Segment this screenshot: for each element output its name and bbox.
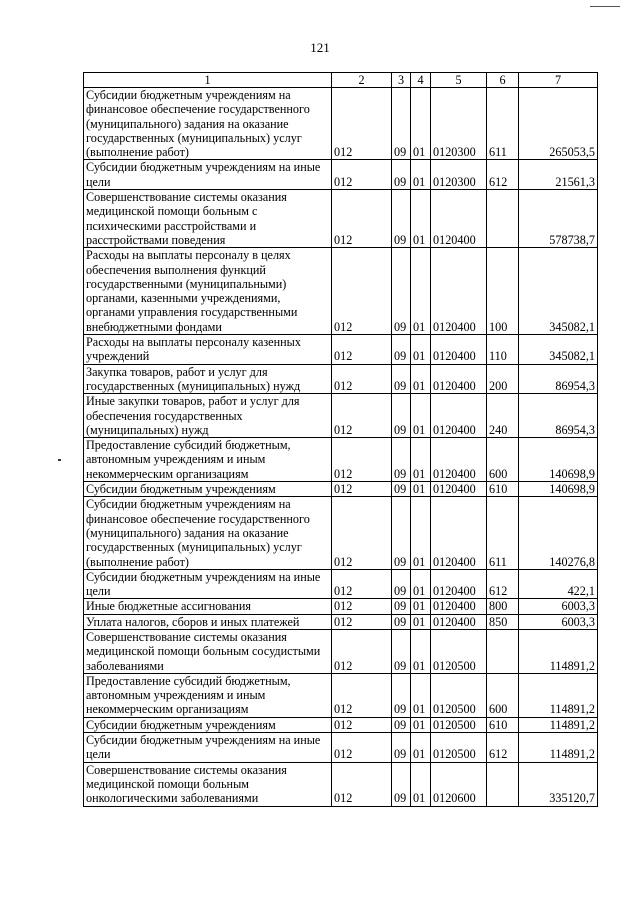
row-sum: 86954,3 bbox=[519, 394, 598, 438]
row-sum: 140698,9 bbox=[519, 482, 598, 497]
row-vr: 611 bbox=[487, 497, 519, 569]
header-col-2: 2 bbox=[332, 73, 392, 88]
row-pr: 01 bbox=[411, 497, 431, 569]
table-row bbox=[84, 438, 598, 482]
row-ved: 012 bbox=[332, 569, 392, 599]
row-csr: 0120500 bbox=[431, 629, 487, 673]
row-csr: 0120400 bbox=[431, 599, 487, 614]
row-pr: 01 bbox=[411, 614, 431, 629]
row-rz: 09 bbox=[392, 733, 411, 763]
table-row bbox=[84, 733, 598, 763]
row-pr: 01 bbox=[411, 673, 431, 717]
table-row bbox=[84, 335, 598, 365]
row-name: Субсидии бюджетным учреждениям на иные цели bbox=[84, 569, 332, 599]
budget-table bbox=[83, 72, 598, 807]
table-row bbox=[84, 629, 598, 673]
row-rz: 09 bbox=[392, 629, 411, 673]
row-pr: 01 bbox=[411, 733, 431, 763]
row-sum: 6003,3 bbox=[519, 599, 598, 614]
row-csr: 0120400 bbox=[431, 438, 487, 482]
table-row bbox=[84, 190, 598, 248]
row-vr bbox=[487, 629, 519, 673]
row-vr: 612 bbox=[487, 569, 519, 599]
row-sum: 6003,3 bbox=[519, 614, 598, 629]
row-ved: 012 bbox=[332, 599, 392, 614]
row-name: Предоставление субсидий бюджетным, автономным учреждениям и иным некоммерческим организациям bbox=[84, 673, 332, 717]
row-csr: 0120600 bbox=[431, 762, 487, 806]
row-name: Субсидии бюджетным учреждениям на финансовое обеспечение государственного (муниципального) задания на оказание государственных (муниципальных) услуг (выполнение работ) bbox=[84, 88, 332, 160]
table-row bbox=[84, 614, 598, 629]
row-pr: 01 bbox=[411, 248, 431, 335]
row-name: Расходы на выплаты персоналу в целях обеспечения выполнения функций государственными (муниципальными) органами, казенными учреждениями, органами управления государственными внебюджетными фондами bbox=[84, 248, 332, 335]
row-csr: 0120500 bbox=[431, 733, 487, 763]
row-rz: 09 bbox=[392, 190, 411, 248]
row-sum: 114891,2 bbox=[519, 733, 598, 763]
row-csr: 0120300 bbox=[431, 88, 487, 160]
row-sum: 345082,1 bbox=[519, 335, 598, 365]
row-vr: 600 bbox=[487, 438, 519, 482]
row-vr bbox=[487, 190, 519, 248]
row-csr: 0120400 bbox=[431, 482, 487, 497]
margin-mark bbox=[58, 459, 61, 461]
page-number: 121 bbox=[310, 40, 330, 55]
row-vr: 110 bbox=[487, 335, 519, 365]
row-ved: 012 bbox=[332, 364, 392, 394]
row-rz: 09 bbox=[392, 717, 411, 732]
row-csr: 0120400 bbox=[431, 190, 487, 248]
table-row bbox=[84, 599, 598, 614]
table-row bbox=[84, 673, 598, 717]
table-row bbox=[84, 160, 598, 190]
table-row bbox=[84, 717, 598, 732]
row-csr: 0120300 bbox=[431, 160, 487, 190]
row-vr: 611 bbox=[487, 88, 519, 160]
row-rz: 09 bbox=[392, 394, 411, 438]
row-rz: 09 bbox=[392, 497, 411, 569]
row-sum: 335120,7 bbox=[519, 762, 598, 806]
row-sum: 114891,2 bbox=[519, 629, 598, 673]
row-name: Расходы на выплаты персоналу казенных учреждений bbox=[84, 335, 332, 365]
row-rz: 09 bbox=[392, 673, 411, 717]
row-name: Субсидии бюджетным учреждениям на финансовое обеспечение государственного (муниципального) задания на оказание государственных (муниципальных) услуг (выполнение работ) bbox=[84, 497, 332, 569]
table-row bbox=[84, 88, 598, 160]
row-pr: 01 bbox=[411, 599, 431, 614]
row-rz: 09 bbox=[392, 335, 411, 365]
row-ved: 012 bbox=[332, 438, 392, 482]
row-sum: 422,1 bbox=[519, 569, 598, 599]
header-col-3: 3 bbox=[392, 73, 411, 88]
row-pr: 01 bbox=[411, 482, 431, 497]
table-row bbox=[84, 762, 598, 806]
row-rz: 09 bbox=[392, 248, 411, 335]
row-name: Субсидии бюджетным учреждениям на иные цели bbox=[84, 160, 332, 190]
row-vr: 850 bbox=[487, 614, 519, 629]
row-vr: 240 bbox=[487, 394, 519, 438]
row-name: Совершенствование системы оказания медицинской помощи больным с психическими расстройствами и расстройствами поведения bbox=[84, 190, 332, 248]
table-row bbox=[84, 248, 598, 335]
row-vr: 200 bbox=[487, 364, 519, 394]
row-pr: 01 bbox=[411, 438, 431, 482]
row-sum: 345082,1 bbox=[519, 248, 598, 335]
row-pr: 01 bbox=[411, 762, 431, 806]
row-vr: 612 bbox=[487, 733, 519, 763]
row-rz: 09 bbox=[392, 599, 411, 614]
corner-mark bbox=[590, 6, 620, 7]
row-csr: 0120400 bbox=[431, 394, 487, 438]
row-sum: 86954,3 bbox=[519, 364, 598, 394]
row-rz: 09 bbox=[392, 482, 411, 497]
row-rz: 09 bbox=[392, 364, 411, 394]
row-pr: 01 bbox=[411, 394, 431, 438]
row-name: Предоставление субсидий бюджетным, автономным учреждениям и иным некоммерческим организациям bbox=[84, 438, 332, 482]
row-rz: 09 bbox=[392, 438, 411, 482]
header-col-1: 1 bbox=[84, 73, 332, 88]
row-sum: 265053,5 bbox=[519, 88, 598, 160]
table-row bbox=[84, 364, 598, 394]
row-rz: 09 bbox=[392, 88, 411, 160]
row-ved: 012 bbox=[332, 614, 392, 629]
row-ved: 012 bbox=[332, 629, 392, 673]
header-col-7: 7 bbox=[519, 73, 598, 88]
row-pr: 01 bbox=[411, 717, 431, 732]
row-pr: 01 bbox=[411, 364, 431, 394]
row-ved: 012 bbox=[332, 482, 392, 497]
row-ved: 012 bbox=[332, 673, 392, 717]
row-name: Уплата налогов, сборов и иных платежей bbox=[84, 614, 332, 629]
row-csr: 0120400 bbox=[431, 364, 487, 394]
row-sum: 114891,2 bbox=[519, 717, 598, 732]
row-csr: 0120400 bbox=[431, 497, 487, 569]
row-name: Иные закупки товаров, работ и услуг для обеспечения государственных (муниципальных) нужд bbox=[84, 394, 332, 438]
header-col-4: 4 bbox=[411, 73, 431, 88]
row-vr: 800 bbox=[487, 599, 519, 614]
row-ved: 012 bbox=[332, 394, 392, 438]
row-sum: 114891,2 bbox=[519, 673, 598, 717]
row-ved: 012 bbox=[332, 717, 392, 732]
row-vr: 610 bbox=[487, 717, 519, 732]
row-vr: 612 bbox=[487, 160, 519, 190]
row-csr: 0120500 bbox=[431, 673, 487, 717]
row-vr: 600 bbox=[487, 673, 519, 717]
row-pr: 01 bbox=[411, 569, 431, 599]
row-name: Субсидии бюджетным учреждениям на иные цели bbox=[84, 733, 332, 763]
header-col-5: 5 bbox=[431, 73, 487, 88]
row-csr: 0120400 bbox=[431, 614, 487, 629]
row-pr: 01 bbox=[411, 190, 431, 248]
row-rz: 09 bbox=[392, 762, 411, 806]
header-row bbox=[84, 73, 598, 88]
row-pr: 01 bbox=[411, 160, 431, 190]
row-sum: 578738,7 bbox=[519, 190, 598, 248]
row-name: Совершенствование системы оказания медицинской помощи больным сосудистыми заболеваниями bbox=[84, 629, 332, 673]
row-vr: 610 bbox=[487, 482, 519, 497]
row-name: Субсидии бюджетным учреждениям bbox=[84, 717, 332, 732]
row-pr: 01 bbox=[411, 88, 431, 160]
row-ved: 012 bbox=[332, 335, 392, 365]
row-ved: 012 bbox=[332, 88, 392, 160]
row-rz: 09 bbox=[392, 614, 411, 629]
header-col-6: 6 bbox=[487, 73, 519, 88]
row-rz: 09 bbox=[392, 569, 411, 599]
row-ved: 012 bbox=[332, 762, 392, 806]
row-sum: 140276,8 bbox=[519, 497, 598, 569]
row-rz: 09 bbox=[392, 160, 411, 190]
row-vr: 100 bbox=[487, 248, 519, 335]
row-ved: 012 bbox=[332, 733, 392, 763]
row-vr bbox=[487, 762, 519, 806]
row-pr: 01 bbox=[411, 335, 431, 365]
row-csr: 0120400 bbox=[431, 248, 487, 335]
row-csr: 0120500 bbox=[431, 717, 487, 732]
row-ved: 012 bbox=[332, 160, 392, 190]
row-name: Иные бюджетные ассигнования bbox=[84, 599, 332, 614]
table-body bbox=[84, 88, 598, 807]
table-row bbox=[84, 497, 598, 569]
row-name: Совершенствование системы оказания медицинской помощи больным онкологическими заболеваниями bbox=[84, 762, 332, 806]
row-sum: 140698,9 bbox=[519, 438, 598, 482]
row-name: Закупка товаров, работ и услуг для государственных (муниципальных) нужд bbox=[84, 364, 332, 394]
row-ved: 012 bbox=[332, 248, 392, 335]
row-pr: 01 bbox=[411, 629, 431, 673]
row-csr: 0120400 bbox=[431, 335, 487, 365]
table-row bbox=[84, 569, 598, 599]
row-ved: 012 bbox=[332, 497, 392, 569]
row-name: Субсидии бюджетным учреждениям bbox=[84, 482, 332, 497]
row-ved: 012 bbox=[332, 190, 392, 248]
row-csr: 0120400 bbox=[431, 569, 487, 599]
table-row bbox=[84, 394, 598, 438]
table-row bbox=[84, 482, 598, 497]
row-sum: 21561,3 bbox=[519, 160, 598, 190]
